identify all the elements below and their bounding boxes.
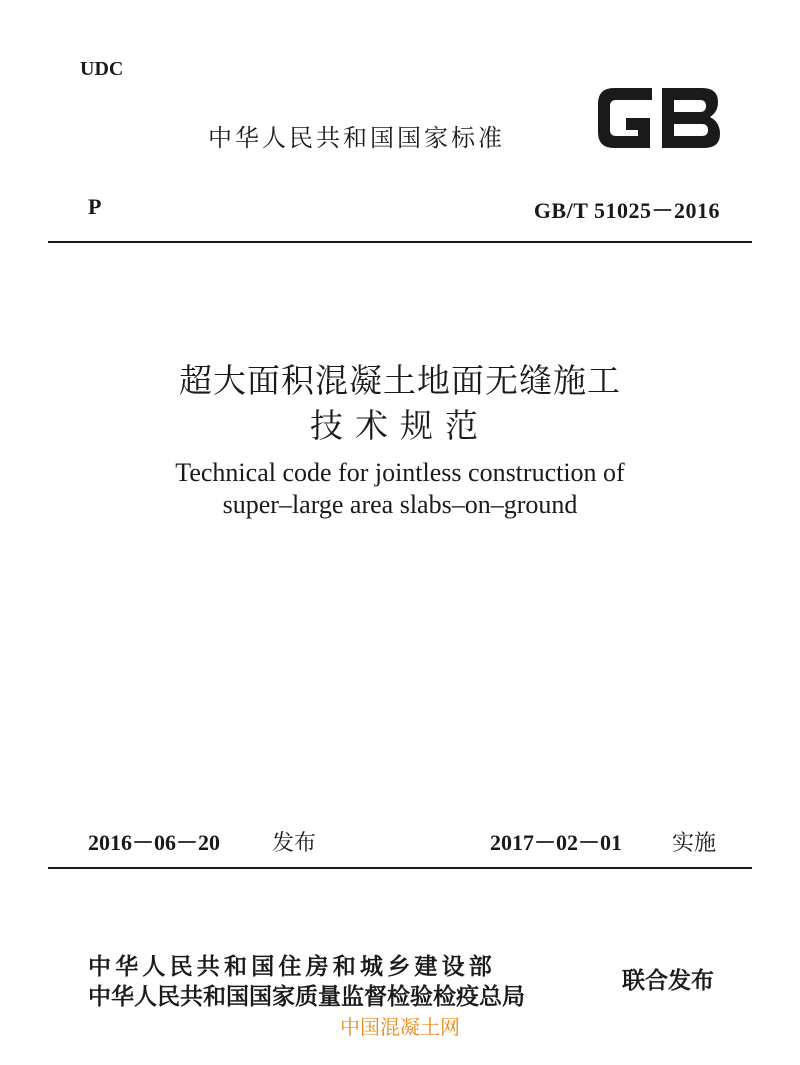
issuer-aqsiq: 中华人民共和国国家质量监督检验检疫总局 — [88, 984, 525, 1010]
standard-number: GB/T 51025－2016 — [533, 198, 720, 223]
issue-label: 发布 — [272, 831, 317, 856]
joint-issue-label: 联合发布 — [622, 968, 714, 994]
classification-code: P — [88, 194, 102, 219]
bottom-divider — [48, 867, 752, 869]
top-divider — [48, 241, 752, 243]
title-chinese-line1: 超大面积混凝土地面无缝施工 — [179, 361, 621, 400]
gb-logo — [592, 82, 726, 154]
watermark: 中国混凝土网 — [340, 1015, 460, 1039]
title-english-line1: Technical code for jointless construction of — [175, 458, 625, 487]
national-standard-heading: 中华人民共和国国家标准 — [208, 124, 505, 152]
title-english-line2: super–large area slabs–on–ground — [222, 490, 578, 519]
title-chinese-line2: 技术规范 — [310, 406, 490, 445]
implementation-date: 2017－02－01 — [490, 830, 623, 855]
issue-date: 2016－06－20 — [88, 830, 221, 855]
implementation-label: 实施 — [672, 831, 717, 856]
udc-label: UDC — [80, 58, 124, 80]
issuer-ministry-housing: 中华人民共和国住房和城乡建设部 — [88, 954, 496, 980]
